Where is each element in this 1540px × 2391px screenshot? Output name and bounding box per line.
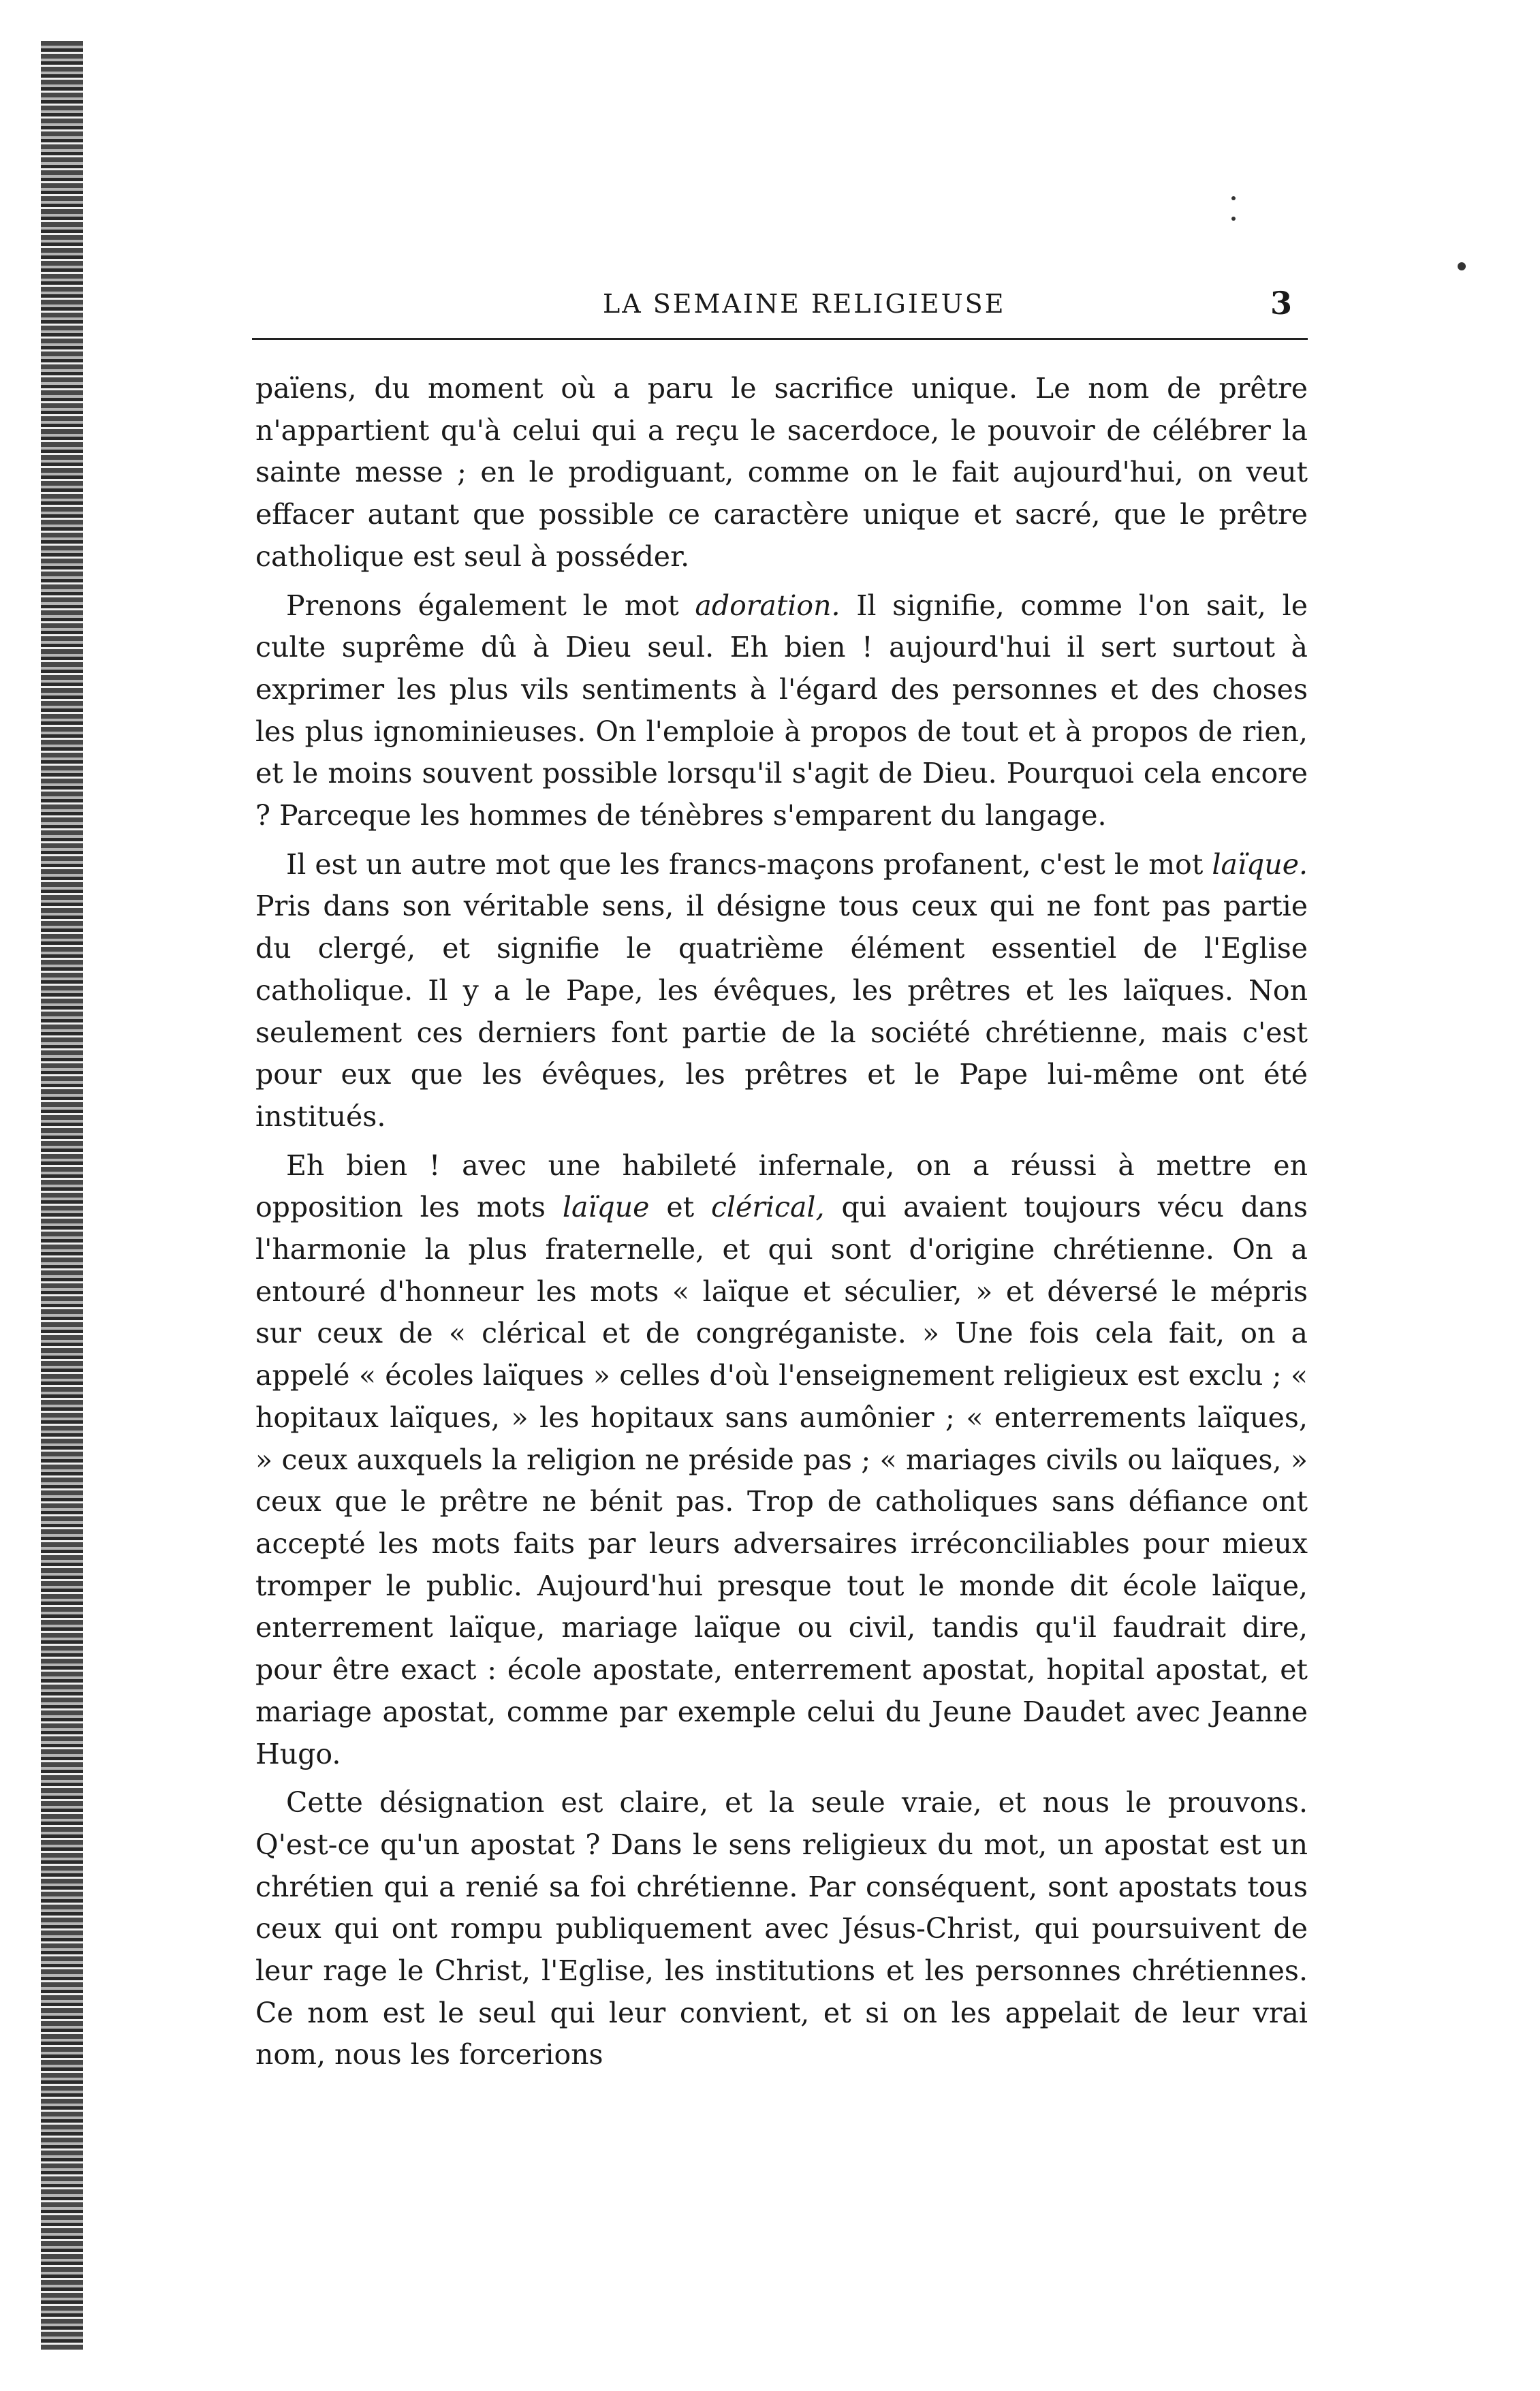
- paragraph-4-text-a: Eh bien ! avec une habileté infernale, on a réussi à mettre en opposition les mots: [255, 1148, 1308, 1224]
- paragraph-1: païens, du moment où a paru le sacrifice unique. Le nom de prêtre n'appartient qu'à celui qui a reçu le sacerdoce, le pouvoir de célébrer la sainte messe ; en le prodiguant, comme on le fait aujourd'hui, on veut effacer autant que possible ce caractère unique et sacré, que le prêtre catholique est seul à posséder.: [255, 372, 1308, 573]
- scan-speck: [1458, 262, 1466, 270]
- page-number: 3: [1270, 285, 1294, 322]
- paragraph-3: [255, 844, 1308, 1138]
- paragraph-4-text-b: et: [649, 1191, 711, 1224]
- scan-speck: [1231, 196, 1236, 200]
- paragraph-2-text-b: Il signifie, comme l'on sait, le culte suprême dû à Dieu seul. Eh bien ! aujourd'hui il sert surtout à exprimer les plus vils sentiments à l'égard des personnes et des choses les plus ignominieuses. On l'emploie à propos de tout et à propos de rien, et le moins souvent possible lorsqu'il s'agit de Dieu. Pourquoi cela encore ? Parceque les hommes de ténèbres s'emparent du langage.: [255, 589, 1308, 832]
- paragraph-4: [255, 1145, 1308, 1776]
- paragraph-4-text-c: qui avaient toujours vécu dans l'harmonie la plus fraternelle, et qui sont d'origine chrétienne. On a entouré d'honneur les mots « laïque et séculier, » et déversé le mépris sur ceux de « clérical et de congréganiste. » Une fois cela fait, on a appelé « écoles laïques » celles d'où l'enseignement religieux est exclu ; « hopitaux laïques, » les hopitaux sans aumônier ; « enterrements laïques, » ceux auxquels la religion ne préside pas ; « mariages civils ou laïques, » ceux que le prêtre ne bénit pas. Trop de catholiques sans défiance ont accepté les mots faits par leurs adversaires irréconciliables pour mieux tromper le public. Aujourd'hui presque tout le monde dit école laïque, enterrement laïque, mariage laïque ou civil, tandis qu'il faudrait dire, pour être exact : école apostate, enterrement apostat, hopital apostat, et mariage apostat, comme par exemple celui du Jeune Daudet avec Jeanne Hugo.: [255, 1191, 1308, 1770]
- scan-binding-edge: [41, 41, 83, 2350]
- paragraph-2-text-a: Prenons également le mot: [286, 589, 695, 622]
- term-adoration: adoration.: [695, 589, 840, 622]
- article-body: [255, 368, 1308, 2076]
- scan-speck: [1231, 217, 1236, 221]
- page-header: [262, 285, 1308, 323]
- term-laique-2: laïque: [562, 1191, 650, 1224]
- running-title: LA SEMAINE RELIGIEUSE: [603, 289, 1006, 319]
- paragraph-2: [255, 585, 1308, 837]
- term-clerical: clérical,: [710, 1191, 825, 1224]
- paragraph-3-text-a: Il est un autre mot que les francs-maçons profanent, c'est le mot: [286, 847, 1212, 881]
- paragraph-5: Cette désignation est claire, et la seule vraie, et nous le prouvons. Q'est-ce qu'un apostat ? Dans le sens religieux du mot, un apostat est un chrétien qui a renié sa foi chrétienne. Par conséquent, sont apostats tous ceux qui ont rompu publiquement avec Jésus-Christ, qui poursuivent de leur rage le Christ, l'Eglise, les institutions et les personnes chrétiennes. Ce nom est le seul qui leur convient, et si on les appelait de leur vrai nom, nous les forcerions: [255, 1786, 1308, 2072]
- term-laique: laïque.: [1212, 847, 1308, 881]
- header-rule: [252, 338, 1308, 340]
- paragraph-3-text-b: Pris dans son véritable sens, il désigne tous ceux qui ne font pas partie du clergé, et signifie le quatrième élément essentiel de l'Eglise catholique. Il y a le Pape, les évêques, les prêtres et les laïques. Non seulement ces derniers font partie de la société chrétienne, mais c'est pour eux que les évêques, les prêtres et le Pape lui-même ont été institués.: [255, 890, 1308, 1133]
